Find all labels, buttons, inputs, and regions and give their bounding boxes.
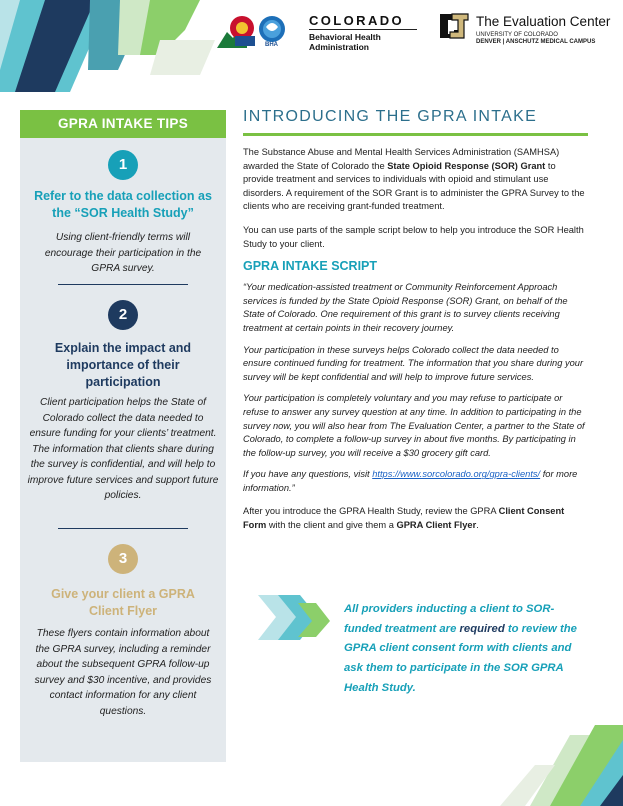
tip-body: Client participation helps the State of Colorado collect the data needed to ensure funding for your clients’ treatment. The information that clients share during the survey is confidential, and will help to improve future services and support future policies. (27, 397, 219, 501)
title-rule (243, 133, 588, 136)
tip-title: Give your client a GPRA Client Flyer (51, 587, 195, 618)
evaluation-center-campus: DENVER | ANSCHUTZ MEDICAL CAMPUS (476, 39, 596, 45)
colorado-title: COLORADO (309, 13, 405, 28)
intro-text: The Substance Abuse and Mental Health Services Administration (SAMHSA) awarded the State of Colorado the (243, 147, 560, 171)
tip-1 (20, 150, 226, 277)
tip-title: Refer to the data collection as the “SOR Health Study” (34, 189, 212, 220)
tip-divider (58, 284, 188, 285)
tip-number-badge: 1 (108, 150, 138, 180)
callout-required: required (459, 622, 505, 635)
intro-text-rest: to provide treatment and services to individuals with opioid and stimulant use disorders. A requirement of the SOR Grant is to administer the GPRA Survey to the clients who are receiving grant-funded treatment. (243, 160, 585, 212)
page-title: INTRODUCING THE GPRA INTAKE (243, 108, 538, 125)
closing-text: After you introduce the GPRA Health Study, review the GPRA (243, 506, 499, 517)
footer-decoration (500, 705, 623, 806)
script-paragraph-3: Your participation is completely voluntary and you may refuse to participate or refuse to answer any survey question at any time. In addition to participating in the survey now, you will also hear from The Evaluation Center, a partner to the State of Colorado, to complete a follow-up survey in about five months. By participating in the follow-up survey, you will receive a $30 grocery gift card. (243, 393, 585, 458)
intro-paragraph (243, 146, 588, 214)
header-decoration (0, 0, 215, 92)
tip-number-badge: 3 (108, 544, 138, 574)
evaluation-center-title: The Evaluation Center (476, 14, 611, 29)
tip-2 (20, 300, 226, 504)
tip-3 (20, 544, 226, 719)
tip-body: Using client-friendly terms will encourage their participation in the GPRA survey. (44, 232, 202, 274)
tip-title: Explain the impact and importance of their participation (54, 341, 192, 389)
evaluation-center-university: UNIVERSITY OF COLORADO (476, 32, 558, 38)
tip-divider (58, 528, 188, 529)
script-paragraph-2: Your participation in these surveys helps Colorado collect the data needed to ensure continued funding for treatment. The information that you share during your survey will be kept confidential and will help to improve future services. (243, 344, 584, 382)
evaluation-center-logo (438, 8, 623, 48)
gpra-intake-tips-sidebar (20, 110, 226, 762)
tip-number-badge: 2 (108, 300, 138, 330)
closing-text-mid: with the client and give them a (266, 520, 397, 531)
script-paragraph-1: “Your medication-assisted treatment or Community Reinforcement Approach services is funded by the State Opioid Response (SOR) Grant, on behalf of the State of Colorado. One requirement of this grant is to survey clients receiving treatment at certain points in their recovery journey. (243, 282, 568, 333)
cu-logo-icon (438, 10, 470, 44)
sor-grant-bold: State Opioid Response (SOR) Grant (387, 160, 546, 171)
colorado-bha-logo (217, 10, 417, 50)
tip-body: These flyers contain information about the GPRA survey, including a reminder about the subsequent GPRA follow-up survey and $30 incentive, and provides contact information for any client questions. (34, 628, 212, 717)
gpra-client-flyer-bold: GPRA Client Flyer (396, 520, 477, 531)
sidebar-heading: GPRA INTAKE TIPS (20, 110, 226, 138)
script-intro-paragraph: You can use parts of the sample script below to help you introduce the SOR Health Study to your client. (243, 224, 584, 249)
closing-period: . (476, 520, 479, 531)
closing-paragraph (243, 505, 588, 532)
callout-text (344, 600, 579, 699)
colorado-subtitle-line2: Administration (309, 42, 369, 52)
chevron-arrow-icon (258, 595, 338, 640)
colorado-rule (309, 29, 417, 30)
callout-text-a: All providers inducting a client to SOR-funded treatment are (344, 603, 555, 635)
colorado-mountain-icon (217, 10, 305, 50)
script-text-end: for more information.” (243, 469, 578, 493)
colorado-subtitle-line1: Behavioral Health (309, 32, 381, 42)
sor-clients-link[interactable]: https://www.sorcolorado.org/gpra-clients/ (372, 469, 541, 480)
script-heading: GPRA INTAKE SCRIPT (243, 259, 378, 274)
bha-badge: BHA (265, 42, 278, 48)
callout-text-c: to review the GPRA client consent form with clients and ask them to participate in the SOR GPRA Health Study. (344, 622, 577, 694)
client-consent-form-bold: Client Consent Form (243, 506, 565, 531)
script-paragraph-4 (243, 468, 588, 495)
script-text: If you have any questions, visit (243, 469, 373, 480)
main-content (243, 105, 588, 533)
